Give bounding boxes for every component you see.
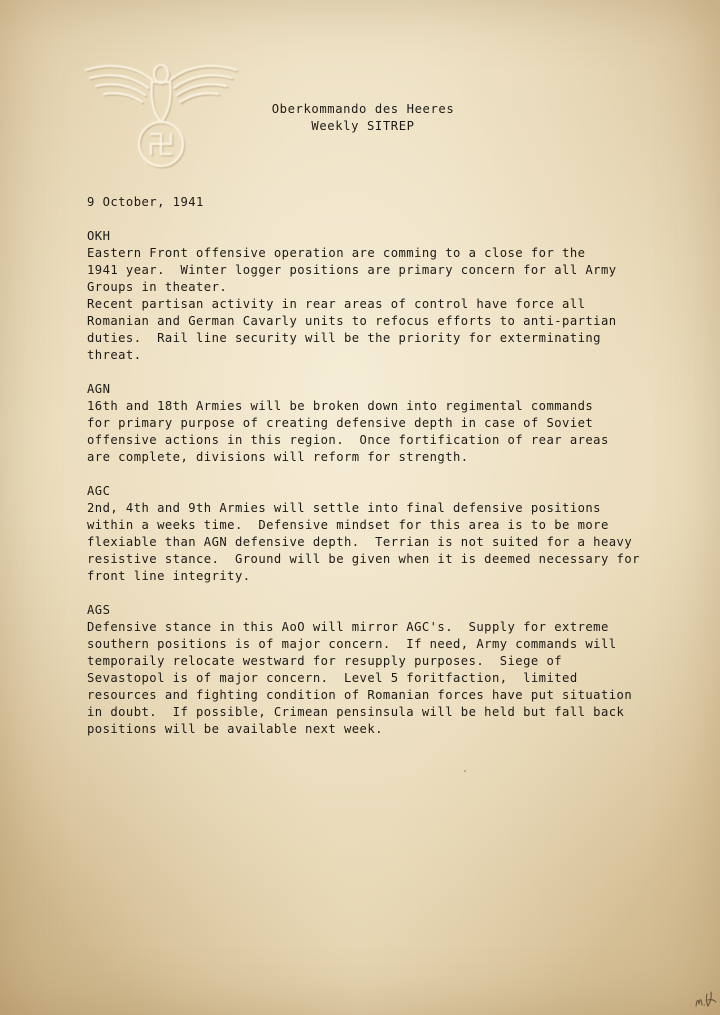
handwritten-initials-signature [694,988,718,1010]
section-line: front line integrity. [87,569,251,583]
section-line: duties. Rail line security will be the priority for exterminating [87,331,601,345]
paper-speck [464,770,466,772]
section-line: resources and fighting condition of Romanian forces have put situation [87,688,633,702]
report-date: 9 October, 1941 [87,195,204,209]
document-body [87,194,687,755]
section-okh [87,228,687,364]
header-report-type: Weekly SITREP [311,119,415,133]
section-line: Defensive stance in this AoO will mirror AGC's. Supply for extreme [87,620,609,634]
section-heading: AGC [87,484,111,498]
section-line: Eastern Front offensive operation are comming to a close for the [87,246,586,260]
header-organization: Oberkommando des Heeres [271,102,455,116]
section-line: Groups in theater. [87,280,228,294]
section-agn [87,381,687,466]
section-line: 1941 year. Winter logger positions are primary concern for all Army [87,263,617,277]
section-line: positions will be available next week. [87,722,383,736]
section-line: Sevastopol is of major concern. Level 5 foritfaction, limited [87,671,578,685]
section-line: offensive actions in this region. Once fortification of rear areas [87,433,609,447]
section-heading: OKH [87,229,111,243]
section-line: for primary purpose of creating defensive depth in case of Soviet [87,416,594,430]
section-line: Recent partisan activity in rear areas of control have force all [87,297,586,311]
section-line: 2nd, 4th and 9th Armies will settle into final defensive positions [87,501,601,515]
section-line: in doubt. If possible, Crimean pensinsula will be held but fall back [87,705,625,719]
section-line: resistive stance. Ground will be given when it is deemed necessary for [87,552,640,566]
section-heading: AGS [87,603,111,617]
section-line: 16th and 18th Armies will be broken down into regimental commands [87,399,594,413]
section-line: threat. [87,348,142,362]
section-heading: AGN [87,382,111,396]
document-header [200,101,526,135]
section-line: are complete, divisions will reform for strength. [87,450,469,464]
section-line: flexiable than AGN defensive depth. Terrian is not suited for a heavy [87,535,633,549]
section-line: within a weeks time. Defensive mindset for this area is to be more [87,518,609,532]
section-line: temporaily relocate westward for resupply purposes. Siege of [87,654,563,668]
section-line: Romanian and German Cavarly units to refocus efforts to anti-partian [87,314,617,328]
section-line: southern positions is of major concern. If need, Army commands will [87,637,617,651]
section-ags [87,602,687,738]
section-agc [87,483,687,585]
